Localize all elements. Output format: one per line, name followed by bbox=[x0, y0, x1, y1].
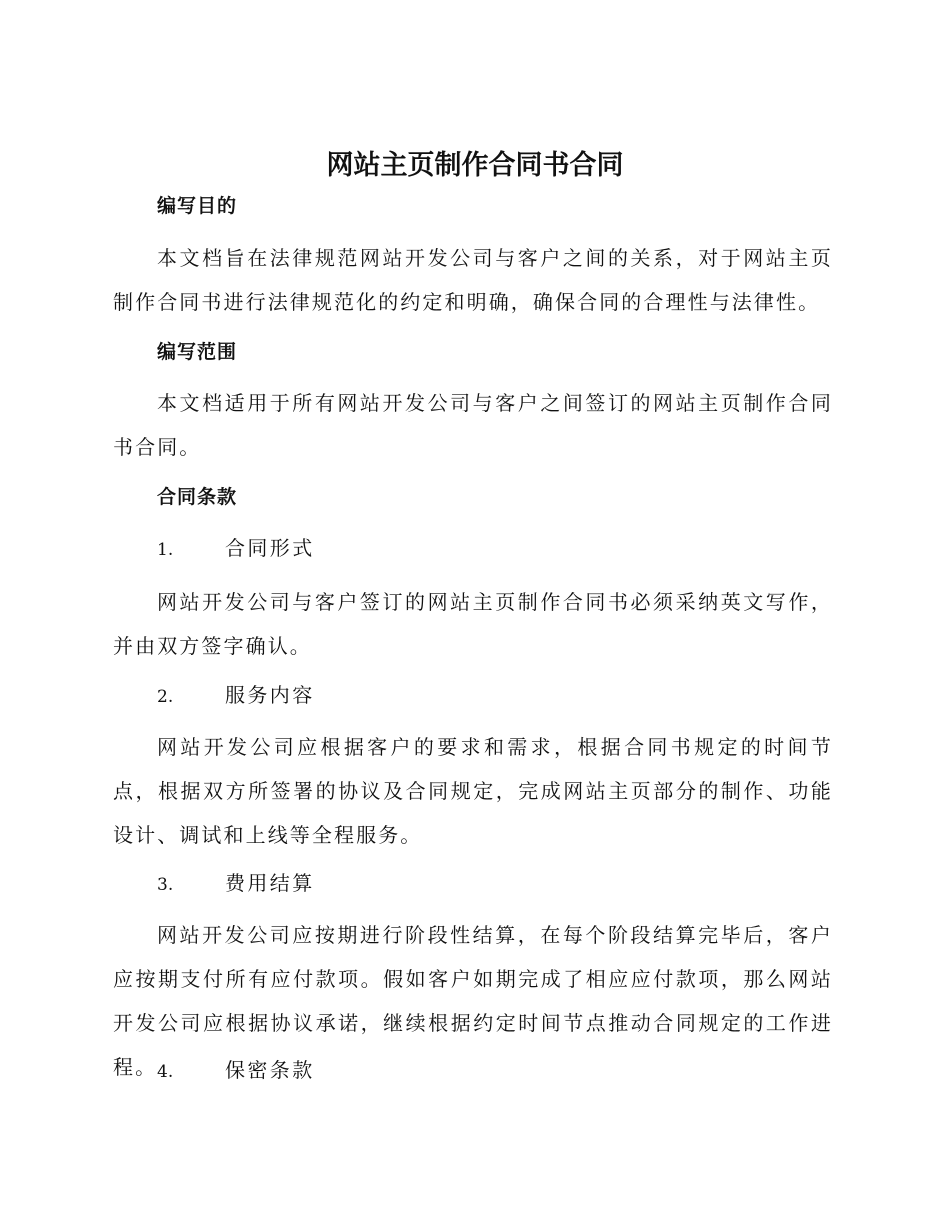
section-heading-purpose: 编写目的 bbox=[157, 195, 238, 217]
clause-number: 2. bbox=[157, 687, 174, 707]
document-title: 网站主页制作合同书合同 bbox=[326, 150, 624, 181]
clause-label: 服务内容 bbox=[225, 683, 315, 707]
clause-heading-2 bbox=[157, 680, 315, 712]
clause-heading-4 bbox=[157, 1055, 315, 1087]
paragraph-purpose: 本文档旨在法律规范网站开发公司与客户之间的关系，对于网站主页制作合同书进行法律规范化的约定和明确，确保合同的合理性与法律性。 bbox=[113, 246, 833, 314]
clause-label: 费用结算 bbox=[225, 871, 315, 895]
section-heading-scope: 编写范围 bbox=[157, 341, 238, 363]
paragraph-scope: 本文档适用于所有网站开发公司与客户之间签订的网站主页制作合同书合同。 bbox=[113, 391, 833, 459]
clause-heading-3 bbox=[157, 868, 315, 900]
clause-number: 1. bbox=[157, 540, 174, 560]
clause-number: 4. bbox=[157, 1062, 174, 1082]
clause-label: 保密条款 bbox=[225, 1058, 315, 1082]
clause-text-3: 网站开发公司应按期进行阶段性结算，在每个阶段结算完毕后，客户应按期支付所有应付款项。假如客户如期完成了相应应付款项，那么网站开发公司应根据协议承诺，继续根据约定时间节点推动合同规定的工作进程。 bbox=[113, 923, 833, 1079]
section-heading-terms: 合同条款 bbox=[157, 486, 238, 508]
clause-heading-1 bbox=[157, 533, 315, 565]
clause-text-1: 网站开发公司与客户签订的网站主页制作合同书必须采纳英文写作，并由双方签字确认。 bbox=[113, 590, 833, 658]
clause-label: 合同形式 bbox=[225, 536, 315, 560]
clause-text-2: 网站开发公司应根据客户的要求和需求，根据合同书规定的时间节点，根据双方所签署的协议及合同规定，完成网站主页部分的制作、功能设计、调试和上线等全程服务。 bbox=[113, 735, 833, 847]
clause-number: 3. bbox=[157, 875, 174, 895]
